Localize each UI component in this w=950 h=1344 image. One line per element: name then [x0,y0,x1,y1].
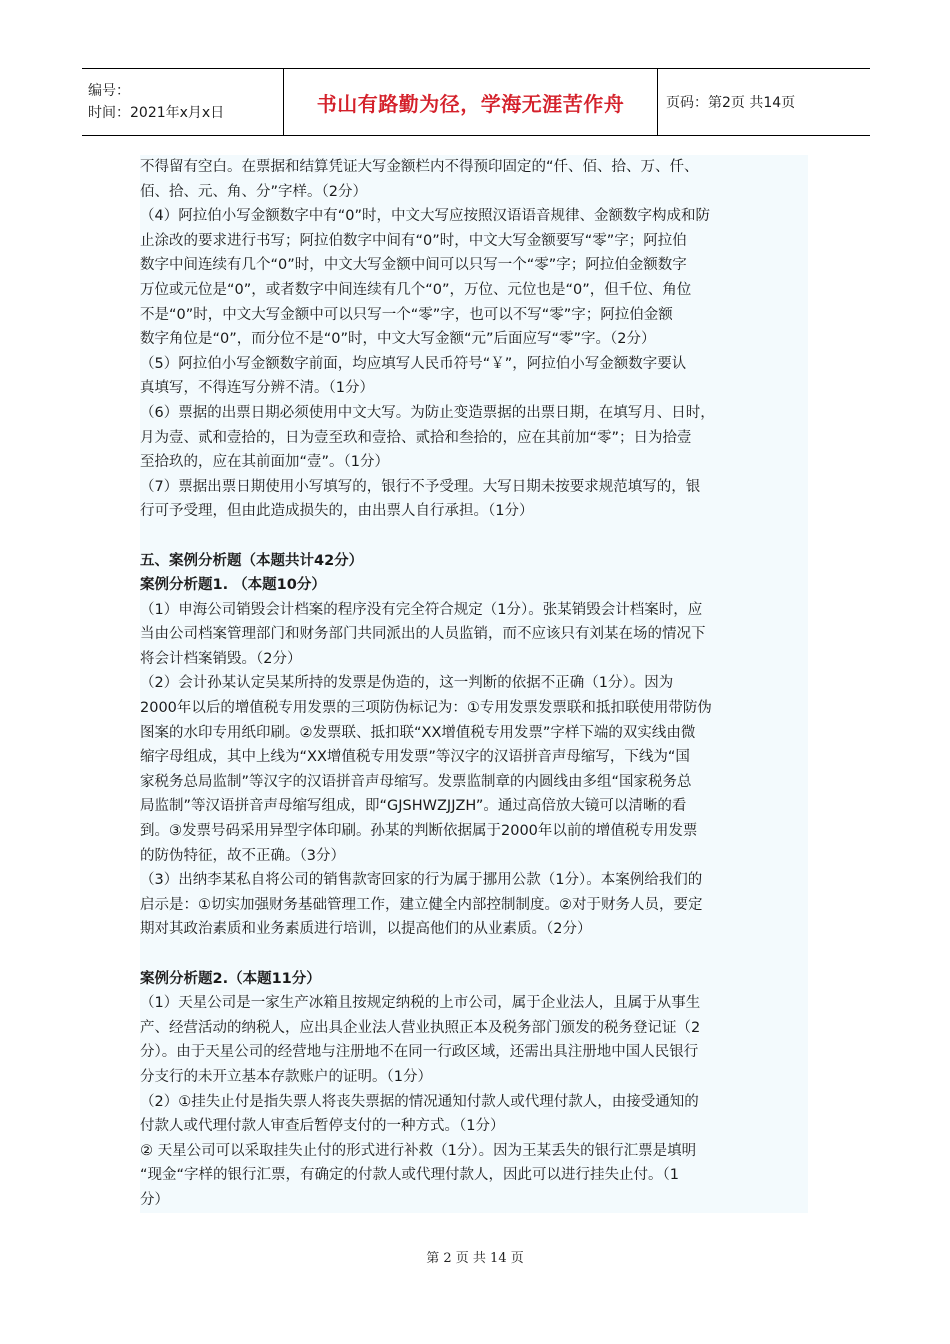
header-meta [82,69,284,135]
paragraph: （7）票据出票日期使用小写填写的，银行不予受理。大写日期未按要求规范填写的，银 行可予受理，但由此造成损失的，由出票人自行承担。（1分） [140,478,701,520]
page-footer: 第 2 页 共 14 页 [426,1251,524,1266]
header-motto-cell [284,69,658,135]
paragraph: 不得留有空白。在票据和结算凭证大写金额栏内不得预印固定的“仟、佰、拾、万、仟、 佰、拾、元、角、分”字样。（2分） [140,159,699,200]
spacer [140,524,808,549]
paragraph: （4）阿拉伯小写金额数字中有“0”时，中文大写应按照汉语语音规律、金额数字构成和防 止涂改的要求进行书写；阿拉伯数字中间有“0”时，中文大写金额要写“零”字；阿拉伯 数字中间连续有几个“0”时，中文大写金额中间可以只写一个“零”字；阿拉伯金额数字 万位或元位是“0”，或者数字中间连续有几个“0”，万位、元位也是“0”，但千位、角位 不是“0”时，中文大写金额中可以只写一个“零”字，也可以不写“零”字；阿拉伯金额 数字角位是“0”，而分位不是“0”时，中文大写金额“元”后面应写“零”字。（2分） [140,208,710,348]
paragraph: （6）票据的出票日期必须使用中文大写。为防止变造票据的出票日期，在填写月、日时， 月为壹、贰和壹拾的，日为壹至玖和壹拾、贰拾和叁拾的，应在其前加“零”；日为拾壹 至拾玖的，应在其前面加“壹”。（1分） [140,404,715,471]
header-page-cell [658,69,870,135]
paragraph: （2）①挂失止付是指失票人将丧失票据的情况通知付款人或代理付款人，由接受通知的 付款人或代理付款人审查后暂停支付的一种方式。（1分） [140,1093,699,1135]
case-heading: 案例分析题2.（本题11分） [140,970,321,987]
section-heading: 五、案例分析题（本题共计42分） [140,552,364,569]
document-header [82,68,870,136]
paragraph: （2）会计孙某认定吴某所持的发票是伪造的，这一判断的依据不正确（1分）。因为 2000年以后的增值税专用发票的三项防伪标记为：①专用发票发票联和抵扣联使用带防伪 图案的水印专用纸印刷。②发票联、抵扣联“XX增值税专用发票”字样下端的双实线由微 缩字母组成，其中上线为“XX增值税专用发票”等汉字的汉语拼音声母缩写，下线为“国 家税务总局监制”等汉字的汉语拼音声母缩写。发票监制章的内圆线由多组“国家税务总 局监制”等汉语拼音声母缩写组成，即“GJSHWZJJZH”。通过高倍放大镜可以清晰的看 到。③发票号码采用异型字体印刷。孙某的判断依据属于2000年以前的增值税专用发票 的防伪特征，故不正确。（3分） [140,675,712,864]
header-page-info: 页码：第2页 共14页 [666,95,796,111]
document-date-label: 时间：2021年x月x日 [88,105,225,121]
document-body [140,155,808,1213]
document-number-label: 编号： [88,83,130,99]
header-motto: 书山有路勤为径，学海无涯苦作舟 [316,91,625,116]
case-heading: 案例分析题1. （本题10分） [140,577,326,594]
paragraph: （1）申海公司销毁会计档案的程序没有完全符合规定（1分）。张某销毁会计档案时，应 当由公司档案管理部门和财务部门共同派出的人员监销，而不应该只有刘某在场的情况下 将会计档案销毁。（2分） [140,601,706,667]
paragraph: （5）阿拉伯小写金额数字前面，均应填写人民币符号“￥”，阿拉伯小写金额数字要认 真填写，不得连写分辨不清。（1分） [140,355,687,397]
paragraph: （3）出纳李某私自将公司的销售款寄回家的行为属于挪用公款（1分）。本案例给我们的 启示是：①切实加强财务基础管理工作，建立健全内部控制制度。②对于财务人员，要定 期对其政治素质和业务素质进行培训，以提高他们的从业素质。（2分） [140,872,703,938]
spacer [140,942,808,967]
paragraph: （1）天星公司是一家生产冰箱且按规定纳税的上市公司，属于企业法人，且属于从事生 产、经营活动的纳税人，应出具企业法人营业执照正本及税务部门颁发的税务登记证（2 分）。由于天星公司的经营地与注册地不在同一行政区域，还需出具注册地中国人民银行 分支行的未开立基本存款账户的证明。（1分） [140,995,701,1085]
paragraph: ② 天星公司可以采取挂失止付的形式进行补救（1分）。因为王某丢失的银行汇票是填明 “现金“字样的银行汇票，有确定的付款人或代理付款人，因此可以进行挂失止付。（1 分） [140,1142,697,1208]
